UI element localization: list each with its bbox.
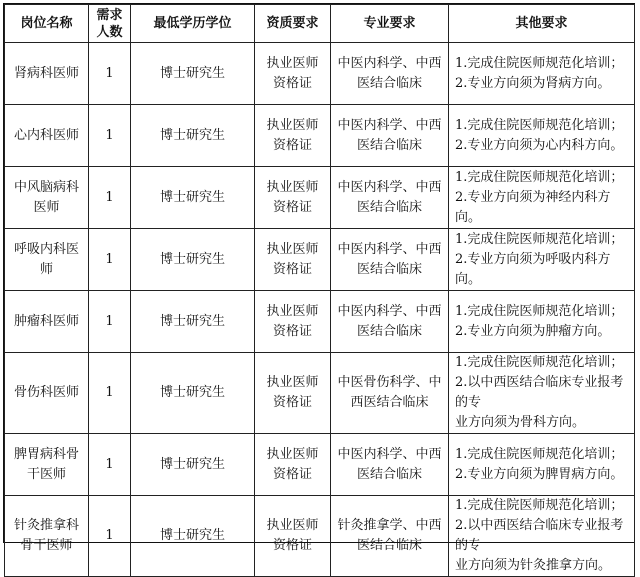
other-requirements-cell-line: 1.完成住院医师规范化培训；	[455, 169, 624, 185]
position-cell-line: 肿瘤科医师	[13, 313, 79, 329]
position-cell-line: 脾胃病科骨	[13, 446, 79, 462]
major-cell	[331, 43, 449, 105]
other-requirements-cell-line: 2.以中西医结合临床专业报考的专	[455, 375, 624, 410]
header-headcount	[89, 5, 131, 43]
table-row	[5, 229, 635, 291]
qualification-cell-line: 执业医师	[266, 179, 319, 195]
major-cell	[331, 434, 449, 496]
major-cell-line: 中医内科学、中西	[337, 179, 442, 195]
qualification-cell-line: 执业医师	[266, 375, 319, 390]
position-cell-line: 骨干医师	[20, 538, 73, 553]
degree-cell: 博士研究生	[131, 496, 255, 577]
qualification-cell-line: 执业医师	[266, 55, 319, 71]
table-row	[5, 291, 635, 353]
degree-cell: 博士研究生	[131, 167, 255, 229]
header-headcount-line1: 需求	[96, 7, 123, 23]
major-cell-line: 医结合临床	[356, 261, 422, 277]
major-cell-line: 针灸推拿学、中西	[337, 518, 442, 533]
position-cell	[5, 167, 89, 229]
qualification-cell-line: 执业医师	[266, 303, 319, 319]
major-cell	[331, 105, 449, 167]
other-requirements-cell-line: 业方向须为针灸推拿方向。	[455, 558, 612, 573]
qualification-cell-line: 资格证	[272, 323, 312, 339]
header-other: 其他要求	[449, 5, 635, 43]
qualification-cell-line: 执业医师	[266, 241, 319, 257]
position-cell-line: 师	[39, 261, 53, 277]
header-qualification: 资质要求	[255, 5, 331, 43]
headcount-cell: 1	[89, 496, 131, 577]
qualification-cell	[255, 291, 331, 353]
major-cell-line: 中医骨伤科学、中	[337, 375, 442, 390]
qualification-cell-line: 资格证	[272, 137, 312, 153]
degree-cell: 博士研究生	[131, 229, 255, 291]
position-cell	[5, 43, 89, 105]
other-requirements-cell	[449, 167, 635, 229]
position-cell	[5, 434, 89, 496]
header-row	[5, 5, 635, 43]
qualification-cell	[255, 353, 331, 434]
qualification-cell	[255, 105, 331, 167]
recruitment-table-frame	[3, 3, 635, 573]
position-cell-line: 骨伤科医师	[13, 385, 79, 400]
position-cell-line: 肾病科医师	[13, 65, 79, 81]
other-requirements-cell-line: 2.专业方向须为脾胃病方向。	[455, 466, 624, 482]
other-requirements-cell-line: 业方向须为骨科方向。	[455, 415, 586, 430]
table-row	[5, 353, 635, 434]
headcount-cell: 1	[89, 105, 131, 167]
degree-cell: 博士研究生	[131, 105, 255, 167]
other-requirements-cell-line: 2.专业方向须为肿瘤方向。	[455, 323, 611, 339]
qualification-cell	[255, 229, 331, 291]
qualification-cell-line: 资格证	[272, 199, 312, 215]
other-requirements-cell	[449, 43, 635, 105]
qualification-cell-line: 资格证	[272, 261, 312, 277]
qualification-cell-line: 资格证	[272, 75, 312, 91]
position-cell-line: 中风脑病科	[13, 179, 79, 195]
major-cell-line: 中医内科学、中西	[337, 303, 442, 319]
headcount-cell: 1	[89, 229, 131, 291]
position-cell	[5, 229, 89, 291]
major-cell-line: 中医内科学、中西	[337, 117, 442, 133]
position-cell-line: 针灸推拿科	[13, 518, 79, 533]
qualification-cell-line: 资格证	[272, 395, 312, 410]
major-cell-line: 西医结合临床	[350, 395, 429, 410]
other-requirements-cell	[449, 353, 635, 434]
major-cell-line: 医结合临床	[356, 466, 422, 482]
major-cell	[331, 229, 449, 291]
table-row	[5, 434, 635, 496]
table-row	[5, 167, 635, 229]
major-cell	[331, 167, 449, 229]
other-requirements-cell-line: 2.专业方向须为心内科方向。	[455, 137, 624, 153]
major-cell	[331, 496, 449, 577]
position-cell	[5, 105, 89, 167]
position-cell	[5, 496, 89, 577]
major-cell-line: 医结合临床	[356, 199, 422, 215]
position-cell-line: 医师	[33, 199, 60, 215]
degree-cell: 博士研究生	[131, 434, 255, 496]
recruitment-table	[4, 4, 635, 577]
other-requirements-cell	[449, 434, 635, 496]
qualification-cell-line: 资格证	[272, 466, 312, 482]
other-requirements-cell	[449, 105, 635, 167]
qualification-cell	[255, 43, 331, 105]
degree-cell: 博士研究生	[131, 291, 255, 353]
headcount-cell: 1	[89, 43, 131, 105]
major-cell-line: 医结合临床	[356, 137, 422, 153]
other-requirements-cell-line: 1.完成住院医师规范化培训；	[455, 446, 624, 462]
position-cell	[5, 353, 89, 434]
major-cell-line: 中医内科学、中西	[337, 241, 442, 257]
other-requirements-cell-line: 2.专业方向须为肾病方向。	[455, 75, 611, 91]
table-row	[5, 43, 635, 105]
qualification-cell	[255, 496, 331, 577]
qualification-cell-line: 执业医师	[266, 518, 319, 533]
header-position: 岗位名称	[5, 5, 89, 43]
other-requirements-cell-line: 1.完成住院医师规范化培训；	[455, 55, 624, 71]
major-cell-line: 医结合临床	[356, 75, 422, 91]
headcount-cell: 1	[89, 434, 131, 496]
header-major: 专业要求	[331, 5, 449, 43]
headcount-cell: 1	[89, 291, 131, 353]
major-cell-line: 医结合临床	[356, 538, 422, 553]
major-cell-line: 中医内科学、中西	[337, 446, 442, 462]
other-requirements-cell	[449, 496, 635, 577]
table-row	[5, 496, 635, 577]
header-headcount-line2: 人数	[96, 24, 123, 40]
other-requirements-cell-line: 1.完成住院医师规范化培训；	[455, 303, 624, 319]
other-requirements-cell-line: 2.以中西医结合临床专业报考的专	[455, 518, 624, 553]
degree-cell: 博士研究生	[131, 353, 255, 434]
position-cell-line: 呼吸内科医	[13, 241, 79, 257]
major-cell	[331, 291, 449, 353]
major-cell-line: 中医内科学、中西	[337, 55, 442, 71]
other-requirements-cell-line: 2.专业方向须为神经内科方向。	[455, 189, 611, 225]
qualification-cell-line: 执业医师	[266, 117, 319, 133]
other-requirements-cell	[449, 291, 635, 353]
other-requirements-cell-line: 1.完成住院医师规范化培训；	[455, 231, 624, 247]
other-requirements-cell	[449, 229, 635, 291]
degree-cell: 博士研究生	[131, 43, 255, 105]
position-cell-line: 干医师	[26, 466, 66, 482]
position-cell-line: 心内科医师	[13, 127, 79, 143]
other-requirements-cell-line: 1.完成住院医师规范化培训；	[455, 355, 624, 370]
qualification-cell-line: 资格证	[272, 538, 312, 553]
other-requirements-cell-line: 2.专业方向须为呼吸内科方向。	[455, 251, 611, 287]
position-cell	[5, 291, 89, 353]
qualification-cell-line: 执业医师	[266, 446, 319, 462]
headcount-cell: 1	[89, 167, 131, 229]
headcount-cell: 1	[89, 353, 131, 434]
qualification-cell	[255, 167, 331, 229]
table-row	[5, 105, 635, 167]
qualification-cell	[255, 434, 331, 496]
other-requirements-cell-line: 1.完成住院医师规范化培训；	[455, 498, 624, 513]
major-cell	[331, 353, 449, 434]
other-requirements-cell-line: 1.完成住院医师规范化培训；	[455, 117, 624, 133]
major-cell-line: 医结合临床	[356, 323, 422, 339]
header-degree: 最低学历学位	[131, 5, 255, 43]
